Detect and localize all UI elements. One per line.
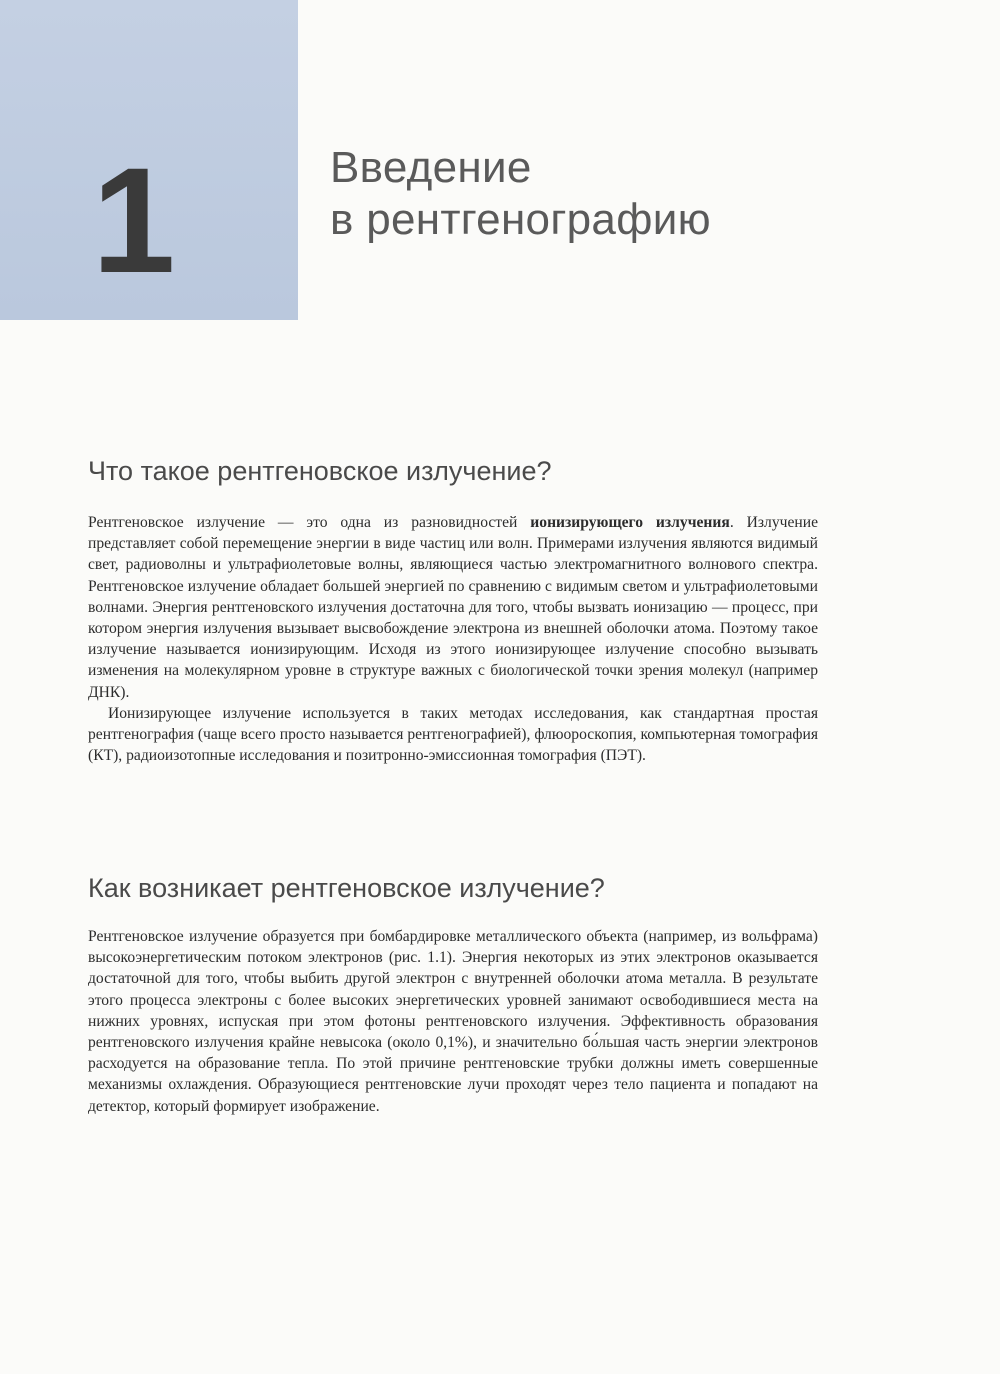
chapter-title-line2: в рентгенографию xyxy=(330,195,711,244)
section-body-how-xray-arises xyxy=(88,926,818,1117)
chapter-title xyxy=(330,142,711,246)
chapter-number: 1 xyxy=(92,136,176,304)
paragraph: Ионизирующее излучение используется в таких методах исследования, как стандартная простая рентгенография (чаще всего просто называется рентгенографией), флюороскопия, компьютерная томография (КТ), радиоизотопные исследования и позитронно-эмиссионная томография (ПЭТ). xyxy=(88,704,818,765)
section-heading-what-is-xray: Что такое рентгеновское излучение? xyxy=(88,456,552,486)
section-heading-how-xray-arises: Как возникает рентгеновское излучение? xyxy=(88,873,605,903)
paragraph: Рентгеновское излучение образуется при бомбардировке металлического объекта (например, из вольфрама) высокоэнергетическим потоком электронов (рис. 1.1). Энергия некоторых из этих электронов оказывается достаточной для того, чтобы выбить другой электрон с внутренней оболочки атома металла. В результате этого процесса электроны с более высоких энергетических уровней занимают освободившиеся места на нижних уровнях, испуская при этом фотоны рентгеновского излучения. Эффективность образования рентгеновского излучения крайне невысока (около 0,1%), и значительно бо́льшая часть энергии электронов расходуется на образование тепла. По этой причине рентгеновские трубки должны иметь совершенные механизмы охлаждения. Образующиеся рентгеновские лучи проходят через тело пациента и попадают на детектор, который формирует изображение. xyxy=(88,928,818,1115)
paragraph xyxy=(88,512,818,703)
bold-term: ионизирующего излучения xyxy=(530,514,730,531)
section-body-what-is-xray xyxy=(88,512,818,766)
paragraph-text: . Излучение представляет собой перемещение энергии в виде частиц или волн. Примерами излучения являются видимый свет, радиоволны и ультрафиолетовые волны, являющиеся частью электромагнитного волнового спектра. Рентгеновское излучение обладает большей энергией по сравнению с видимым светом и ультрафиолетовыми волнами. Энергия рентгеновского излучения достаточна для того, чтобы вызвать ионизацию — процесс, при котором энергия излучения вызывает высвобождение электрона из внешней оболочки атома. Поэтому такое излучение называется ионизирующим. Исходя из этого ионизирующее излучение способно вызывать изменения на молекулярном уровне в структуре важных с биологической точки зрения молекул (например ДНК). xyxy=(88,514,819,701)
paragraph-text: Рентгеновское излучение — это одна из разновидностей xyxy=(88,514,531,531)
chapter-title-line1: Введение xyxy=(330,143,532,192)
